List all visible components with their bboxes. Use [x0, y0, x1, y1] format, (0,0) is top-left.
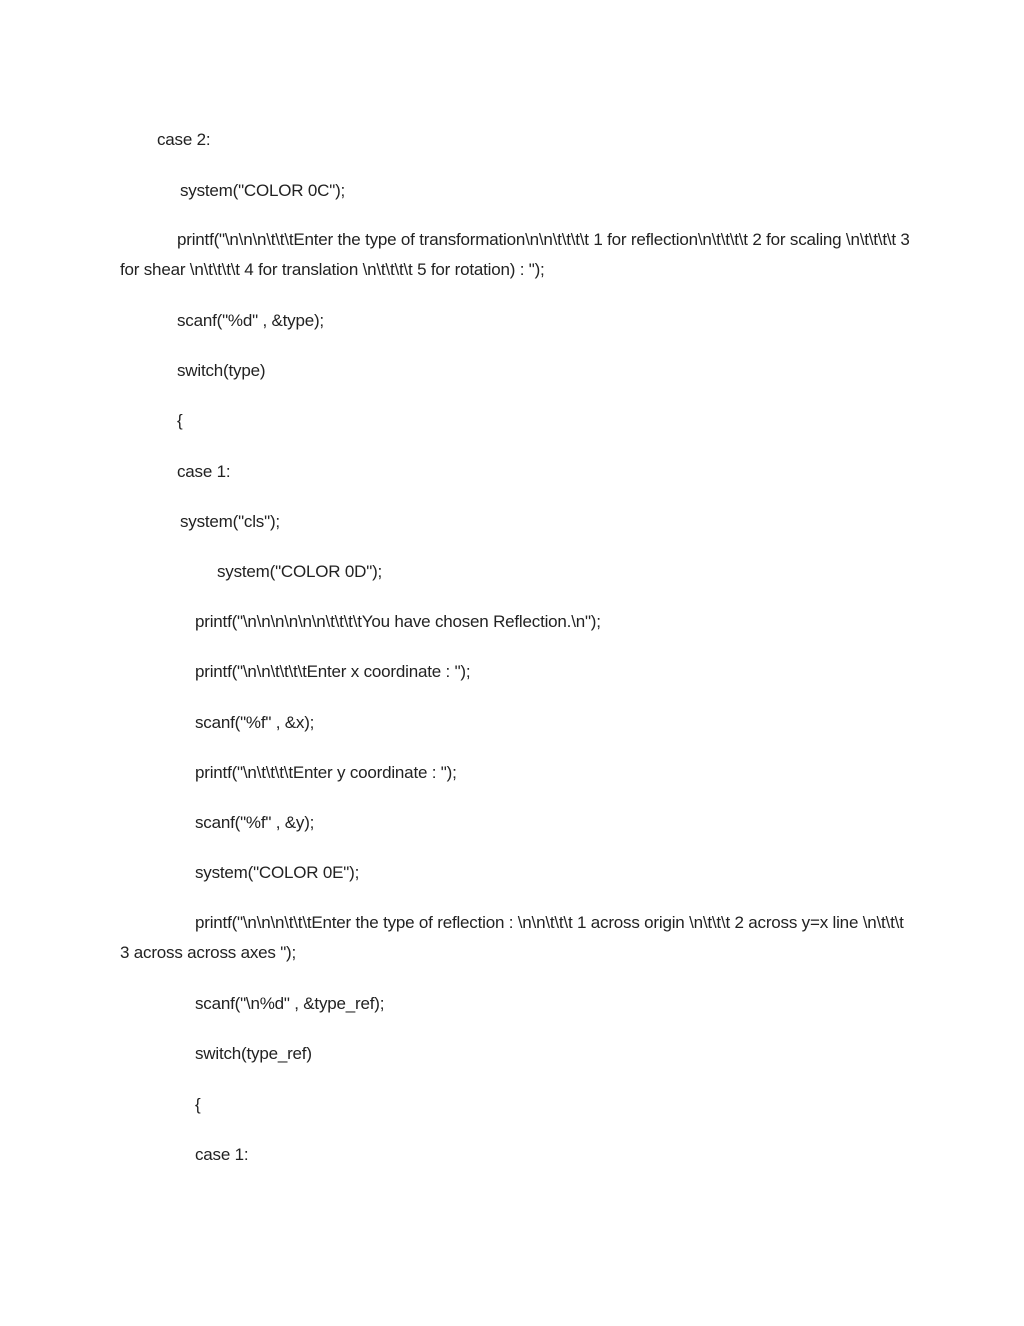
code-line-system-color-0c: system("COLOR 0C");	[180, 181, 346, 200]
code-line-open-brace-2: {	[195, 1095, 201, 1114]
code-line-switch-type-ref: switch(type_ref)	[195, 1044, 312, 1063]
code-line-system-color-0e: system("COLOR 0E");	[195, 863, 360, 882]
code-line-system-color-0d: system("COLOR 0D");	[217, 562, 383, 581]
code-line-case-2: case 2:	[157, 130, 211, 149]
code-line-scanf-x: scanf("%f" , &x);	[195, 713, 315, 732]
code-line-scanf-type-ref: scanf("\n%d" , &type_ref);	[195, 994, 385, 1013]
code-line-scanf-type: scanf("%d" , &type);	[177, 311, 324, 330]
code-line-printf-x: printf("\n\n\t\t\t\tEnter x coordinate : ");	[195, 662, 471, 681]
code-line-system-cls: system("cls");	[180, 512, 280, 531]
code-line-case-1: case 1:	[177, 462, 231, 481]
code-line-switch-type: switch(type)	[177, 361, 266, 380]
code-line-printf-transformation: printf("\n\n\n\t\t\tEnter the type of transformation\n\n\t\t\t\t 1 for reflection\n\t\t\t\t 2 for scaling \n\t\t\t\t 3 for shear \n\t\t\t\t 4 for translation \n\t\t\t\t 5 for rotation) : ");	[120, 230, 910, 279]
code-line-scanf-y: scanf("%f" , &y);	[195, 813, 315, 832]
code-line-case-1-inner: case 1:	[195, 1145, 249, 1164]
code-line-printf-reflection-type: printf("\n\n\n\t\t\tEnter the type of reflection : \n\n\t\t\t 1 across origin \n\t\t\t 2 across y=x line \n\t\t\t 3 across across axes ");	[120, 913, 904, 962]
code-line-printf-y: printf("\n\t\t\t\tEnter y coordinate : ");	[195, 763, 457, 782]
code-line-open-brace: {	[177, 411, 183, 430]
code-line-printf-reflection: printf("\n\n\n\n\n\n\t\t\t\tYou have chosen Reflection.\n");	[195, 612, 601, 631]
